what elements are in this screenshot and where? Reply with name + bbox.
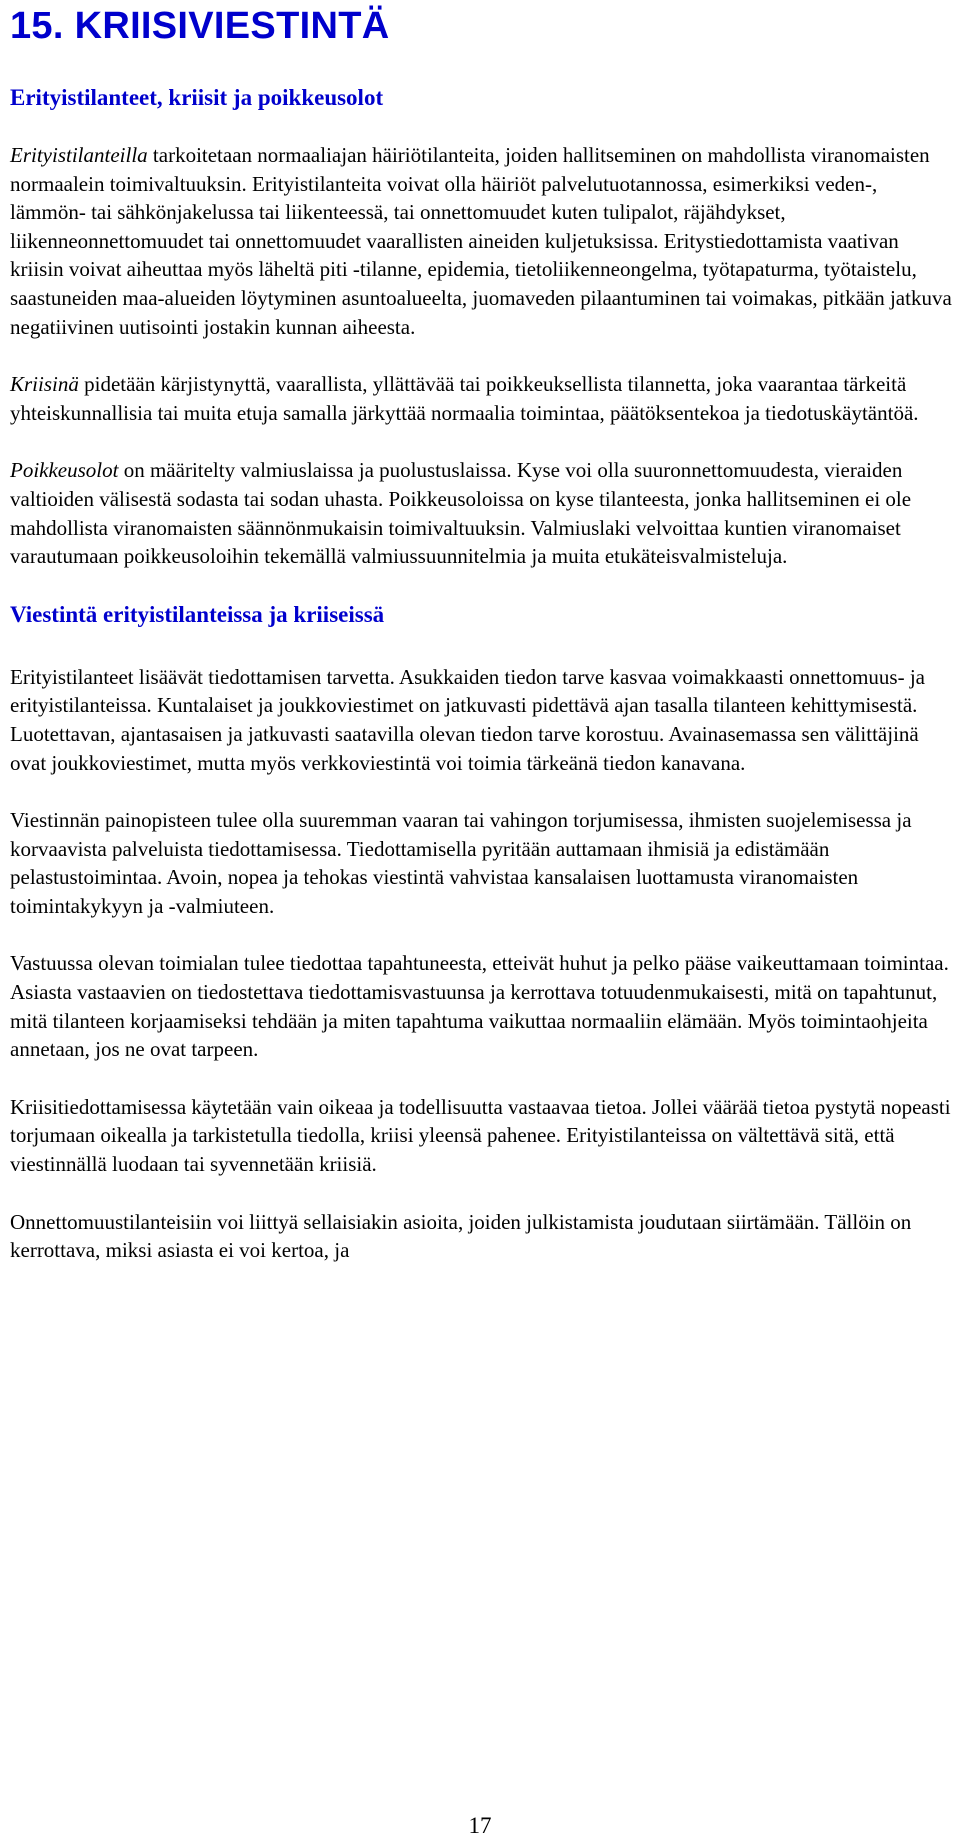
paragraph-communication-2: Viestinnän painopisteen tulee olla suuremman vaaran tai vahingon torjumisessa, ihmisten suojelemisessa ja korvaavista palveluista tiedottamisessa. Tiedottamisella pyritään auttamaan ihmisiä ja edistämään pelastustoimintaa. Avoin, nopea ja tehokas viestintä vahvistaa kansalaisen luottamusta viranomaisten toimintakykyyn ja -valmiuteen. [10, 808, 912, 918]
section-heading-special-situations: Erityistilanteet, kriisit ja poikkeusolot [10, 85, 384, 110]
term-kriisina: Kriisinä [10, 372, 79, 397]
paragraph-text: tarkoitetaan normaaliajan häiriötilanteita, joiden hallitseminen on mahdollista viranomaisten normaalein toimivaltuuksin. Erityistilanteita voivat olla häiriöt palvelutuotannossa, esimerkiksi veden-, lämmön- tai sähkönjakelussa tai liikenteessä, tai onnettomuudet kuten tulipalot, räjähdykset, liikenneonnettomuudet tai onnettomuudet vaarallisten aineiden kuljetuksissa. Eritystiedottamista vaativan kriisin voivat aiheuttaa myös läheltä piti -tilanne, epidemia, tietoliikenneongelma, työtapaturma, työtaistelu, saastuneiden maa-alueiden löytyminen asuntoalueelta, juomaveden pilaantuminen tai voimakas, pitkään jatkuva negatiivinen uutisointi jostakin kunnan aiheesta. [10, 143, 952, 339]
paragraph-text: pidetään kärjistynyttä, vaarallista, yllättävää tai poikkeuksellista tilannetta, joka vaarantaa tärkeitä yhteiskunnallisia tai muita etuja samalla järkyttää normaalia toimintaa, päätöksentekoa ja tiedotuskäytäntöä. [10, 372, 919, 425]
chapter-title: 15. KRIISIVIESTINTÄ [10, 5, 390, 47]
paragraph-special-situations [10, 141, 955, 341]
paragraph-text: on määritelty valmiuslaissa ja puolustuslaissa. Kyse voi olla suuronnettomuudesta, vieraiden valtioiden välisestä sodasta tai sodan uhasta. Poikkeusoloissa on kyse tilanteesta, jonka hallitseminen ei ole mahdollista viranomaisten säännönmukaisin toimivaltuuksin. Valmiuslaki velvoittaa kuntien viranomaiset varautumaan poikkeusoloihin tekemällä valmiussuunnitelmia ja muita etukäteisvalmisteluja. [10, 458, 912, 569]
document-page [10, 0, 955, 1265]
paragraph-communication-3: Vastuussa olevan toimialan tulee tiedottaa tapahtuneesta, etteivät huhut ja pelko pääse vaikeuttamaan toimintaa. Asiasta vastaavien on tiedostettava tiedottamisvastuunsa ja kerrottava totuudenmukaisesti, mitä on tapahtunut, mitä tilanteen korjaamiseksi tehdään ja miten tapahtuma vaikuttaa normaaliin elämään. Myös toimintaohjeita annetaan, jos ne ovat tarpeen. [10, 951, 949, 1062]
paragraph-exceptional-conditions [10, 456, 955, 570]
term-poikkeusolot: Poikkeusolot [10, 458, 119, 483]
term-erityistilanteilla: Erityistilanteilla [10, 143, 148, 167]
paragraph-communication-4: Kriisitiedottamisessa käytetään vain oikeaa ja todellisuutta vastaavaa tietoa. Jollei väärää tietoa pystytä nopeasti torjumaan oikealla ja tarkistetulla tiedolla, kriisi yleensä pahenee. Erityistilanteissa on vältettävä sitä, että viestinnällä luodaan tai syvennetään kriisiä. [10, 1094, 951, 1177]
section-heading-communication: Viestintä erityistilanteissa ja kriiseissä [10, 601, 385, 627]
paragraph-crisis [10, 370, 955, 427]
page-number: 17 [468, 1813, 492, 1838]
paragraph-communication-5: Onnettomuustilanteisiin voi liittyä sellaisiakin asioita, joiden julkistamista joudutaan siirtämään. Tällöin on kerrottava, miksi asiasta ei voi kertoa, ja [10, 1209, 912, 1263]
paragraph-communication-1: Erityistilanteet lisäävät tiedottamisen tarvetta. Asukkaiden tiedon tarve kasvaa voimakkaasti onnettomuus- ja erityistilanteissa. Kuntalaiset ja joukkoviestimet on jatkuvasti pidettävä ajan tasalla tilanteen kehittymisestä. Luotettavan, ajantasaisen ja jatkuvasti saatavilla olevan tiedon tarve korostuu. Avainasemassa sen välittäjinä ovat joukkoviestimet, mutta myös verkkoviestintä voi toimia tärkeänä tiedon kanavana. [10, 664, 925, 775]
